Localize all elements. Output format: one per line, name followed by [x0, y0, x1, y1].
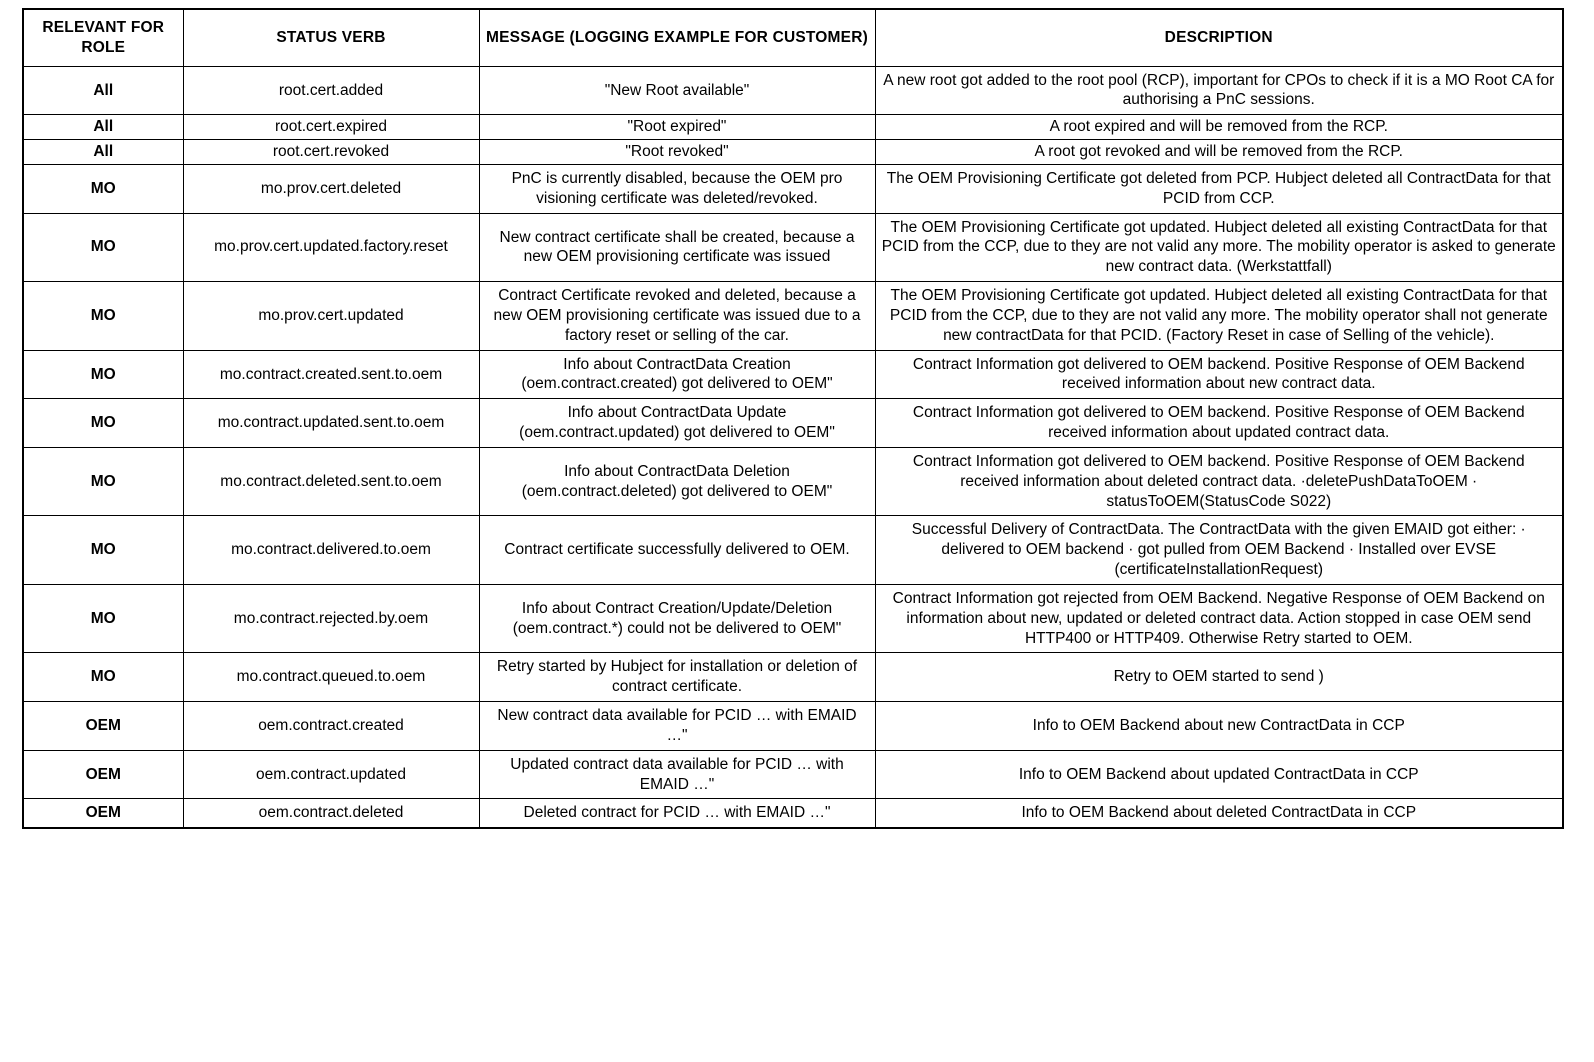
table-row [23, 399, 1563, 448]
cell-role: MO [23, 516, 183, 584]
cell-status-verb: mo.contract.updated.sent.to.oem [183, 399, 479, 448]
table-row [23, 66, 1563, 115]
cell-message: Contract certificate successfully delivered to OEM. [479, 516, 875, 584]
cell-message: New contract certificate shall be created, because a new OEM provisioning certificate was issued [479, 213, 875, 281]
table-row [23, 115, 1563, 140]
cell-status-verb: mo.contract.created.sent.to.oem [183, 350, 479, 399]
cell-status-verb: mo.prov.cert.updated [183, 282, 479, 350]
table-header-row [23, 9, 1563, 66]
table-row [23, 653, 1563, 702]
table-row [23, 702, 1563, 751]
cell-description: A new root got added to the root pool (RCP), important for CPOs to check if it is a MO Root CA for authorising a PnC sessions. [875, 66, 1563, 115]
table-row [23, 164, 1563, 213]
column-header-description: DESCRIPTION [875, 9, 1563, 66]
cell-description: The OEM Provisioning Certificate got updated. Hubject deleted all existing ContractData for that PCID from the CCP, due to they are not valid any more. The mobility operator shall not generate new contractData for that PCID. (Factory Reset in case of Selling of the vehicle). [875, 282, 1563, 350]
cell-status-verb: mo.contract.queued.to.oem [183, 653, 479, 702]
cell-status-verb: oem.contract.deleted [183, 799, 479, 828]
cell-description: The OEM Provisioning Certificate got deleted from PCP. Hubject deleted all ContractData for that PCID from CCP. [875, 164, 1563, 213]
cell-message: Retry started by Hubject for installation or deletion of contract certificate. [479, 653, 875, 702]
cell-role: MO [23, 447, 183, 515]
table-row [23, 140, 1563, 165]
cell-status-verb: mo.prov.cert.deleted [183, 164, 479, 213]
cell-description: Contract Information got delivered to OEM backend. Positive Response of OEM Backend received information about deleted contract data. ·deletePushDataToOEM · statusToOEM(StatusCode S022) [875, 447, 1563, 515]
cell-status-verb: mo.contract.delivered.to.oem [183, 516, 479, 584]
cell-status-verb: mo.prov.cert.updated.factory.reset [183, 213, 479, 281]
cell-description: A root got revoked and will be removed from the RCP. [875, 140, 1563, 165]
cell-role: MO [23, 653, 183, 702]
table-header [23, 9, 1563, 66]
cell-description: The OEM Provisioning Certificate got updated. Hubject deleted all existing ContractData for that PCID from the CCP, due to they are not valid any more. The mobility operator is asked to generate new contract data. (Werkstattfall) [875, 213, 1563, 281]
table-row [23, 799, 1563, 828]
table-row [23, 584, 1563, 652]
cell-message: PnC is currently disabled, because the OEM pro visioning certificate was deleted/revoked. [479, 164, 875, 213]
cell-role: OEM [23, 750, 183, 799]
cell-description: Contract Information got delivered to OEM backend. Positive Response of OEM Backend received information about updated contract data. [875, 399, 1563, 448]
cell-role: All [23, 66, 183, 115]
cell-role: All [23, 115, 183, 140]
cell-role: OEM [23, 702, 183, 751]
cell-description: A root expired and will be removed from the RCP. [875, 115, 1563, 140]
table-row [23, 282, 1563, 350]
cell-description: Retry to OEM started to send ) [875, 653, 1563, 702]
cell-message: Info about ContractData Update (oem.contract.updated) got delivered to OEM" [479, 399, 875, 448]
cell-description: Contract Information got rejected from OEM Backend. Negative Response of OEM Backend on information about new, updated or deleted contract data. Action stopped in case OEM send HTTP400 or HTTP409. Otherwise Retry started to OEM. [875, 584, 1563, 652]
column-header-status-verb: STATUS VERB [183, 9, 479, 66]
cell-role: MO [23, 213, 183, 281]
cell-role: MO [23, 399, 183, 448]
cell-role: MO [23, 282, 183, 350]
table-row [23, 516, 1563, 584]
cell-role: OEM [23, 799, 183, 828]
cell-message: Contract Certificate revoked and deleted, because a new OEM provisioning certificate was issued due to a factory reset or selling of the car. [479, 282, 875, 350]
cell-status-verb: oem.contract.updated [183, 750, 479, 799]
table-row [23, 213, 1563, 281]
cell-message: "Root revoked" [479, 140, 875, 165]
cell-message: Updated contract data available for PCID … with EMAID …" [479, 750, 875, 799]
cell-role: MO [23, 164, 183, 213]
cell-message: Deleted contract for PCID … with EMAID …" [479, 799, 875, 828]
table-body [23, 66, 1563, 828]
cell-description: Successful Delivery of ContractData. The ContractData with the given EMAID got either: · delivered to OEM backend · got pulled from OEM Backend · Installed over EVSE (certificateInstallationRequest) [875, 516, 1563, 584]
cell-role: MO [23, 584, 183, 652]
cell-description: Contract Information got delivered to OEM backend. Positive Response of OEM Backend received information about new contract data. [875, 350, 1563, 399]
cell-message: Info about ContractData Deletion (oem.contract.deleted) got delivered to OEM" [479, 447, 875, 515]
cell-status-verb: root.cert.expired [183, 115, 479, 140]
table-row [23, 750, 1563, 799]
status-verbs-table [22, 8, 1564, 829]
cell-message: Info about ContractData Creation (oem.contract.created) got delivered to OEM" [479, 350, 875, 399]
cell-status-verb: mo.contract.rejected.by.oem [183, 584, 479, 652]
table-row [23, 350, 1563, 399]
cell-status-verb: root.cert.added [183, 66, 479, 115]
cell-role: All [23, 140, 183, 165]
cell-role: MO [23, 350, 183, 399]
cell-status-verb: mo.contract.deleted.sent.to.oem [183, 447, 479, 515]
cell-status-verb: oem.contract.created [183, 702, 479, 751]
cell-status-verb: root.cert.revoked [183, 140, 479, 165]
cell-message: Info about Contract Creation/Update/Deletion (oem.contract.*) could not be delivered to OEM" [479, 584, 875, 652]
table-row [23, 447, 1563, 515]
cell-message: New contract data available for PCID … with EMAID …" [479, 702, 875, 751]
cell-description: Info to OEM Backend about updated ContractData in CCP [875, 750, 1563, 799]
cell-description: Info to OEM Backend about deleted ContractData in CCP [875, 799, 1563, 828]
column-header-message: MESSAGE (LOGGING EXAMPLE FOR CUSTOMER) [479, 9, 875, 66]
column-header-role: RELEVANT FOR ROLE [23, 9, 183, 66]
cell-message: "Root expired" [479, 115, 875, 140]
cell-description: Info to OEM Backend about new ContractData in CCP [875, 702, 1563, 751]
cell-message: "New Root available" [479, 66, 875, 115]
